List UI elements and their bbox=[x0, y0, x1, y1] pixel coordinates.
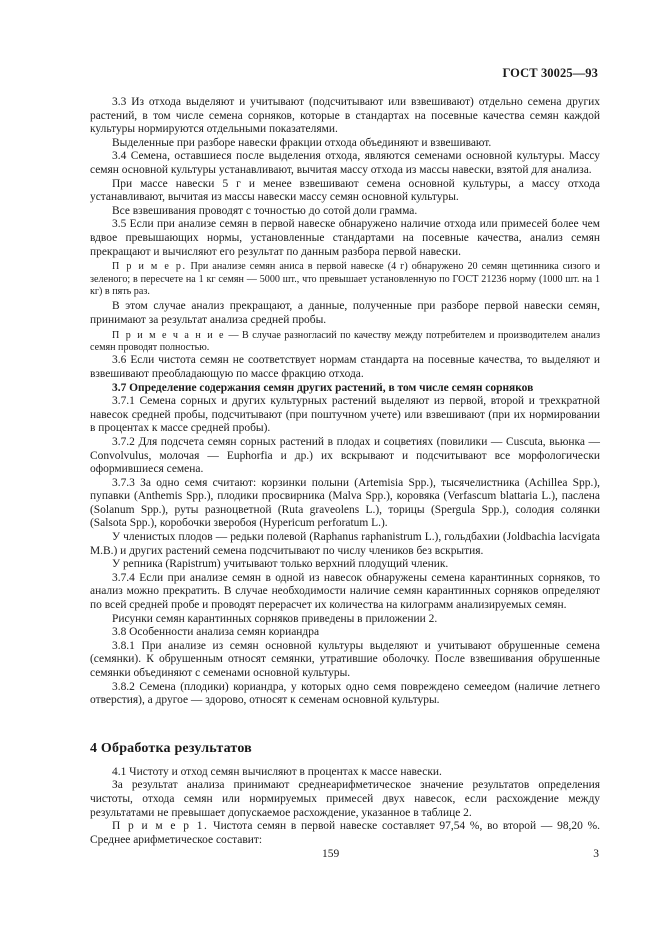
paragraph: У членистых плодов — редьки полевой (Raphanus raphanistrum L.), гольдбахии (Joldbachia lacvigata M.B.) и других растений семена подсчитывают по числу члеников без вскрытия. bbox=[90, 531, 600, 557]
example-note bbox=[90, 261, 600, 298]
paragraph: Рисунки семян карантинных сорняков приведены в приложении 2. bbox=[112, 612, 438, 625]
example-1 bbox=[90, 820, 600, 847]
remark-note bbox=[90, 330, 600, 355]
example-1-lead: П р и м е р 1. bbox=[112, 820, 209, 833]
paragraph: В этом случае анализ прекращают, а данные, полученные при разборе первой навески семян, принимают за результат анализа средней пробы. bbox=[90, 300, 600, 326]
remark-lead: П р и м е ч а н и е bbox=[112, 329, 226, 341]
paragraph-3-8-2: 3.8.2 Семена (плодики) кориандра, у которых одно семя повреждено семеедом (наличие летнего отверстия), а другое — здорово, относят к семенам основной культуры. bbox=[90, 680, 600, 707]
example-text: При анализе семян аниса в первой навеске (4 г) обнаружено 20 семян щетинника сизого и зеленого; в пересчете на 1 кг семян — 5000 шт., что превышает установленную по ГОСТ 21236 норму (1000 шт. на 1 кг) в пять раз. bbox=[90, 261, 601, 297]
remark-text: — В случае разногласий по качеству между потребителем и производителем анализ семян проводят полностью. bbox=[90, 329, 600, 353]
paragraph: Все взвешивания проводят с точностью до сотой доли грамма. bbox=[112, 204, 418, 217]
paragraph-3-7-1: 3.7.1 Семена сорных и других культурных растений выделяют из первой, второй и трехкратной навесок средней пробы, подсчитывают (при поштучном учете) или взвешивают (при их нормировании в процентах к массе средней пробы). bbox=[90, 395, 600, 435]
paragraph: При массе навески 5 г и менее взвешивают семена основной культуры, а массу отхода устанавливают, вычитая из массы навески массу семян основной культуры. bbox=[90, 177, 600, 204]
document-body bbox=[90, 96, 600, 847]
paragraph: За результат анализа принимают среднеарифметическое значение результатов определения чистоты, отхода семян или нормируемых примесей двух навесок, если расхождение между результатами не превышает допускаемое расхождение, указанное в таблице 2. bbox=[90, 779, 600, 819]
paragraph-3-3: 3.3 Из отхода выделяют и учитывают (подсчитывают или взвешивают) отдельно семена других растений, в том числе семена сорняков, которые в стандартах на посевные качества семян каждой культуры нормируются отдельными показателями. bbox=[90, 96, 600, 136]
paragraph: У репника (Rapistrum) учитывают только верхний плодущий членик. bbox=[112, 558, 449, 571]
example-lead: П р и м е р. bbox=[112, 261, 187, 273]
paragraph-3-8-1: 3.8.1 При анализе из семян основной культуры выделяют и учитывают обрушенные семена (семянки). К обрушенным относят семянки, утратившие оболочку. После взвешивания обрушенные семянки объединяют с семенами основной культуры. bbox=[90, 639, 600, 679]
paragraph-3-7-2: 3.7.2 Для подсчета семян сорных растений в плодах и соцветиях (повилики — Cuscuta, вьюнка — Convolvulus, молочая — Euphorfia и др.) их вскрывают и подсчитывают все морфологически оформившиеся семена. bbox=[90, 435, 600, 476]
paragraph-3-4: 3.4 Семена, оставшиеся после выделения отхода, являются семенами основной культуры. Массу семян основной культуры устанавливают, вычитая массу отхода из массы навески, взятой для анализа. bbox=[90, 150, 600, 176]
paragraph: Выделенные при разборе навески фракции отхода объединяют и взвешивают. bbox=[112, 136, 492, 149]
paragraph-3-5: 3.5 Если при анализе семян в первой навеске обнаружено наличие отхода или примесей более чем вдвое превышающих нормы, установленные стандартами на посевные качества, анализ семян прекращают и вычисляют его результат по данным разбора первой навески. bbox=[90, 218, 600, 258]
document-id-header: ГОСТ 30025—93 bbox=[502, 66, 598, 80]
paragraph-3-8: 3.8 Особенности анализа семян кориандра bbox=[112, 626, 320, 639]
subsection-heading-3-7: 3.7 Определение содержания семян других растений, в том числе семян сорняков bbox=[112, 381, 534, 394]
paragraph-3-6: 3.6 Если чистота семян не соответствует нормам стандарта на посевные качества, то выделяют и взвешивают преобладающую по массе фракцию отхода. bbox=[90, 354, 600, 380]
page-number: 159 bbox=[322, 848, 340, 860]
example-1-text: Чистота семян в первой навеске составляет 97,54 %, во второй — 98,20 %. Среднее арифметическое составит: bbox=[90, 820, 601, 846]
paragraph-3-7-3: 3.7.3 За одно семя считают: корзинки полыни (Artemisia Spp.), тысячелистника (Achillea Spp.), пупавки (Anthemis Spp.), плодики просвирника (Malva Spp.), коровяка (Verfascum blattaria L.), паслена (Solanum Spp.), руты разноцветной (Ruta graveolens L.), торицы (Spergula Spp.), солодия солянки (Salsota Spp.), коробочки зверобоя (Hypericum perforatum L.). bbox=[90, 476, 600, 530]
sheet-number: 3 bbox=[593, 848, 599, 860]
paragraph-4-1: 4.1 Чистоту и отход семян вычисляют в процентах к массе навески. bbox=[112, 765, 442, 778]
section-heading-4: 4 Обработка результатов bbox=[90, 740, 252, 756]
paragraph-3-7-4: 3.7.4 Если при анализе семян в одной из навесок обнаружены семена карантинных сорняков, то анализ можно прекратить. В случае необходимости наличие семян карантинных сорняков определяют по всей средней пробе и проводят перерасчет их количества на килограмм анализируемых семян. bbox=[90, 571, 600, 612]
